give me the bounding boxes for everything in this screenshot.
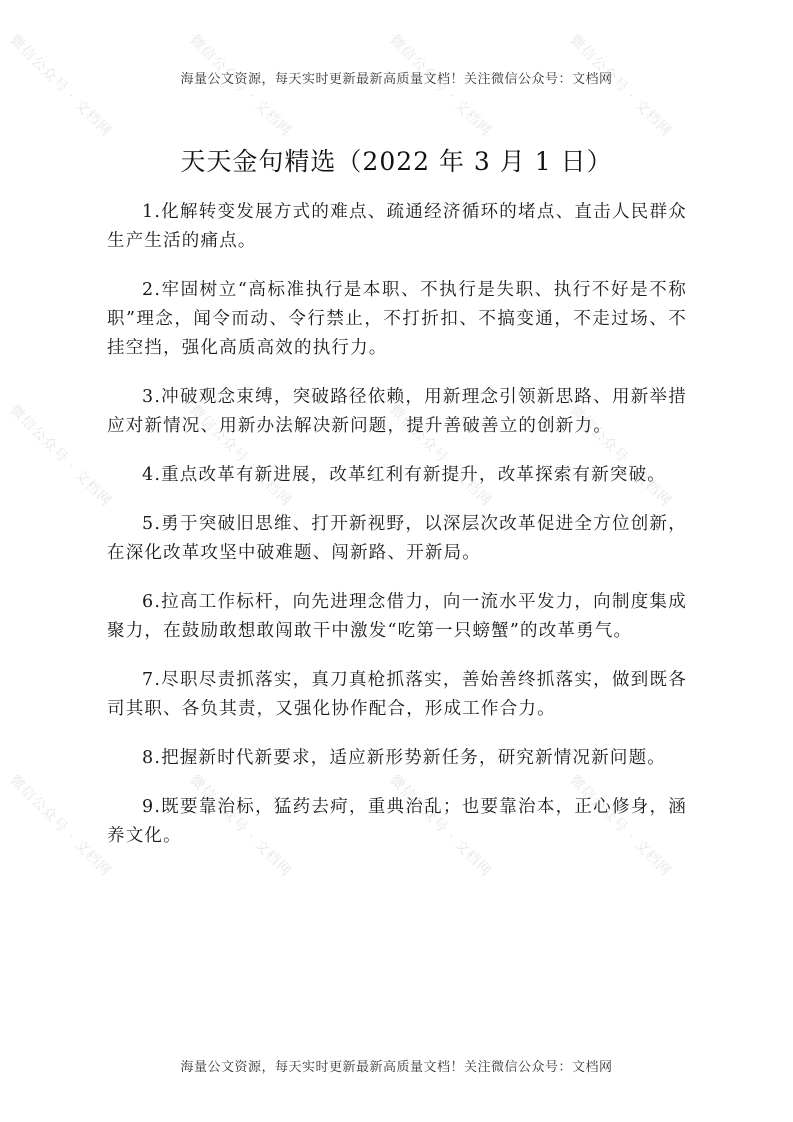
watermark: 微信公众号 · 文档网 — [386, 772, 495, 880]
watermark: 微信公众号 · 文档网 — [186, 402, 295, 510]
watermark: 微信公众号 · 文档网 — [186, 32, 295, 140]
watermark: 微信公众号 · 文档网 — [386, 402, 495, 510]
paragraph-9: 9.既要靠治标，猛药去疴，重典治乱；也要靠治本，正心修身，涵养文化。 — [107, 797, 687, 846]
watermark: 微信公众号 · 文档网 — [566, 772, 675, 880]
watermark: 微信公众号 · 文档网 — [186, 772, 295, 880]
paragraph-5: 5.勇于突破旧思维、打开新视野，以深层次改革促进全方位创新，在深化改革攻坚中破难题、闯新路、开新局。 — [107, 514, 687, 563]
watermark: 微信公众号 · 文档网 — [566, 402, 675, 510]
paragraph-8: 8.把握新时代新要求，适应新形势新任务，研究新情况新问题。 — [142, 748, 666, 768]
paragraph-3: 3.冲破观念束缚，突破路径依赖，用新理念引领新思路、用新举措应对新情况、用新办法解决新问题，提升善破善立的创新力。 — [107, 387, 687, 436]
watermark: 微信公众号 · 文档网 — [6, 32, 115, 140]
page-header: 海量公文资源，每天实时更新最新高质量文档！关注微信公众号：文档网 — [180, 72, 613, 87]
page-footer: 海量公文资源，每天实时更新最新高质量文档！关注微信公众号：文档网 — [180, 1060, 613, 1075]
paragraph-4: 4.重点改革有新进展，改革红利有新提升，改革探索有新突破。 — [142, 465, 666, 485]
watermark: 微信公众号 · 文档网 — [386, 32, 495, 140]
document-body — [107, 198, 687, 871]
paragraph-1: 1.化解转变发展方式的难点、疏通经济循环的堵点、直击人民群众生产生活的痛点。 — [107, 202, 687, 251]
page-title: 天天金句精选（2022 年 3 月 1 日） — [180, 147, 613, 176]
watermark: 微信公众号 · 文档网 — [566, 32, 675, 140]
paragraph-7: 7.尽职尽责抓落实，真刀真枪抓落实，善始善终抓落实，做到既各司其职、各负其责，又强化协作配合，形成工作合力。 — [107, 670, 687, 719]
paragraph-6: 6.拉高工作标杆，向先进理念借力，向一流水平发力，向制度集成聚力，在鼓励敢想敢闯敢干中激发“吃第一只螃蟹”的改革勇气。 — [107, 592, 687, 641]
paragraph-2: 2.牢固树立“高标准执行是本职、不执行是失职、执行不好是不称职”理念，闻令而动、令行禁止，不打折扣、不搞变通，不走过场、不挂空挡，强化高质高效的执行力。 — [107, 280, 687, 358]
watermark: 微信公众号 · 文档网 — [6, 402, 115, 510]
watermark: 微信公众号 · 文档网 — [6, 772, 115, 880]
